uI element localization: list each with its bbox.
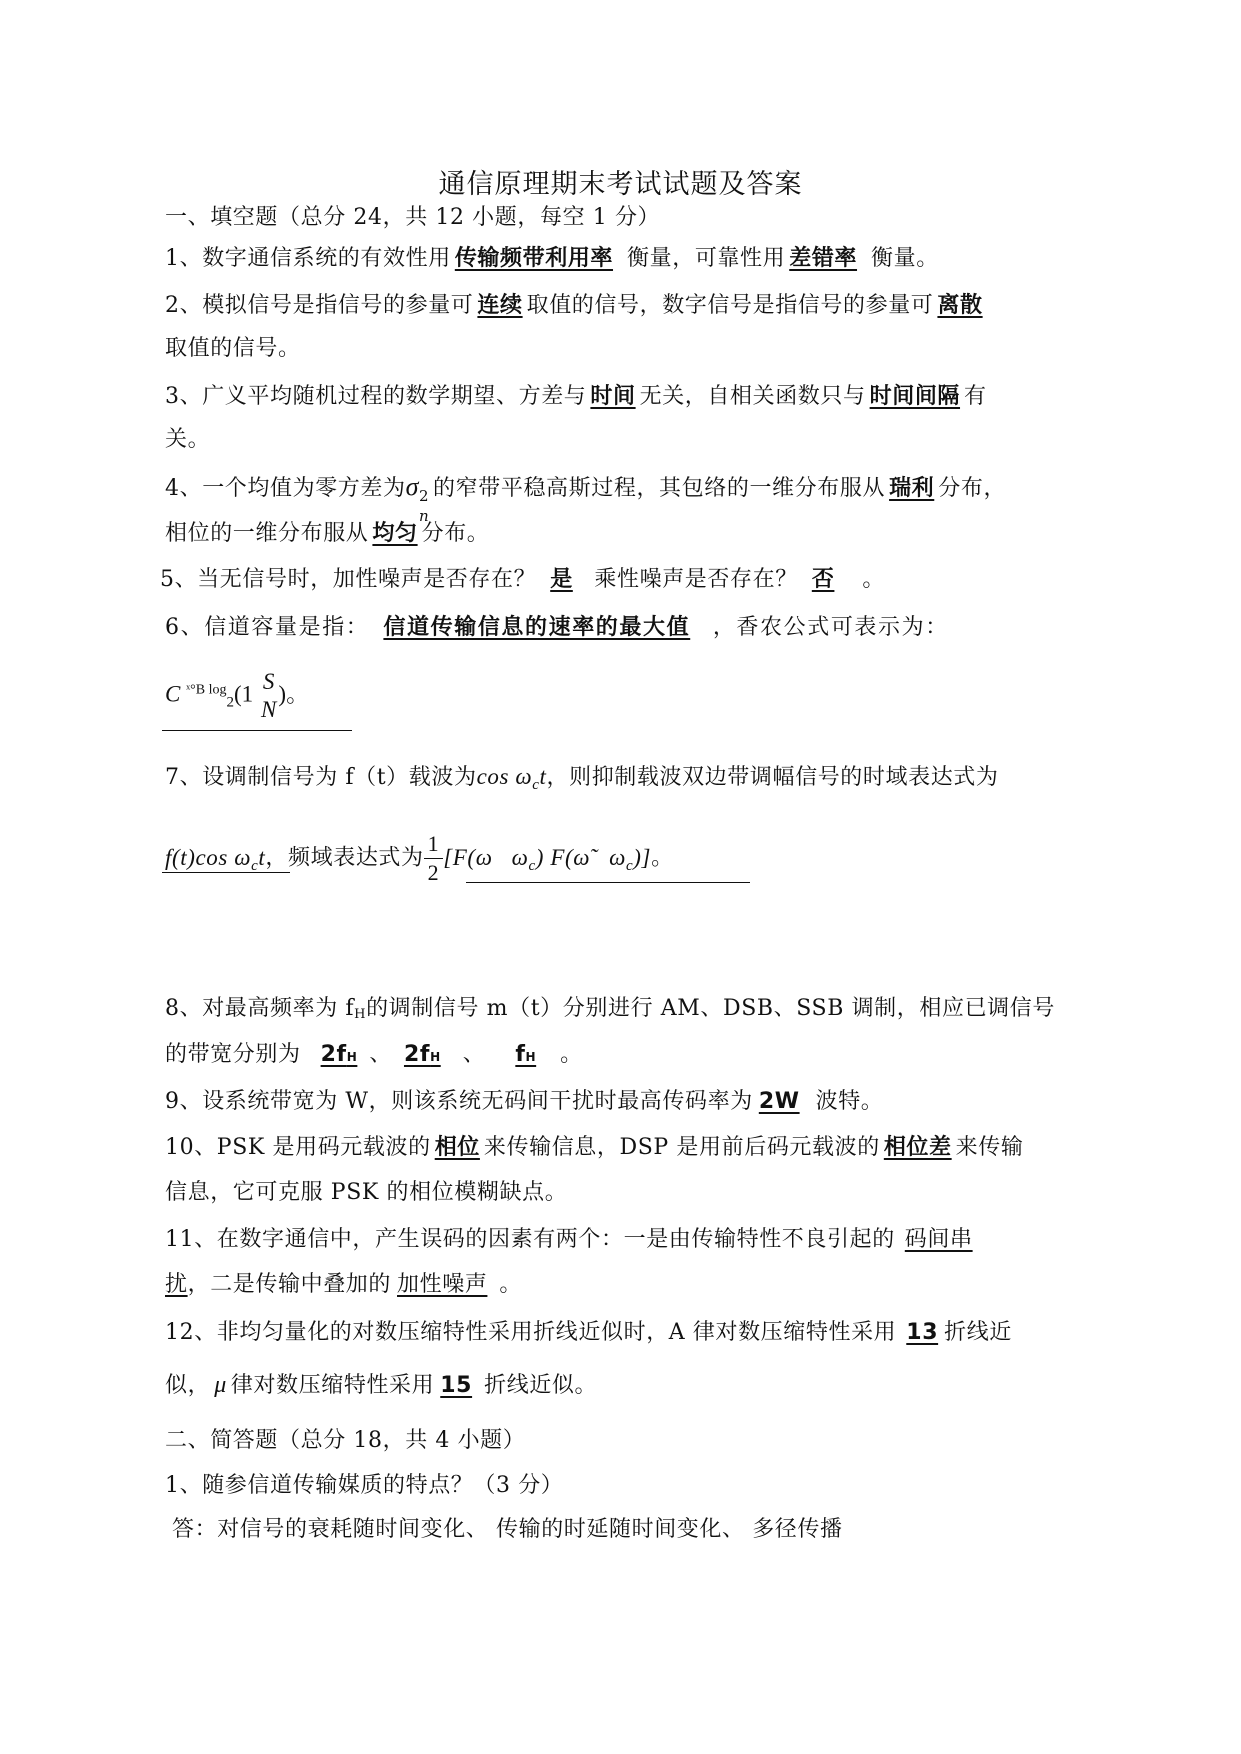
time-expr-underline: [162, 872, 290, 873]
freq-expr-underline: [466, 882, 750, 883]
section1-heading: 一、填空题（总分 24，共 12 小题，每空 1 分）: [165, 205, 661, 230]
document-title: 通信原理期末考试试题及答案: [438, 169, 803, 200]
short-answer-1: 答：对信号的衰耗随时间变化、 传输的时延随时间变化、 多径传播: [172, 1517, 843, 1542]
answer-2a: 连续: [477, 293, 523, 318]
answer-3b: 时间间隔: [869, 384, 961, 409]
answer-10a: 相位: [434, 1135, 480, 1160]
question-8: 8、对最高频率为 fH的调制信号 m（t）分别进行 AM、DSB、SSB 调制，相应已调信号: [165, 996, 1055, 1022]
answer-9: 2W: [758, 1089, 800, 1114]
question-11: 11、在数字通信中，产生误码的因素有两个：一是由传输特性不良引起的 码间串: [165, 1227, 973, 1252]
question-9: 9、设系统带宽为 W，则该系统无码间干扰时最高传码率为 2W 波特。: [165, 1089, 884, 1114]
answer-1b: 差错率: [789, 246, 858, 271]
answer-4a: 瑞利: [889, 476, 935, 501]
answer-11b: 加性噪声: [397, 1272, 488, 1297]
answer-8a: 2fH: [320, 1042, 358, 1067]
question-8-cont: 的带宽分别为 2fH 、 2fH 、 fH 。: [165, 1042, 583, 1067]
question-1: 1、数字通信系统的有效性用 传输频带利用率 衡量，可靠性用 差错率 衡量。: [165, 246, 939, 271]
answer-8c: fH: [515, 1042, 537, 1067]
answer-3a: 时间: [590, 384, 636, 409]
question-12: 12、非均匀量化的对数压缩特性采用折线近似时，A 律对数压缩特性采用 13 折线近: [165, 1320, 1012, 1345]
sigma-symbol: σ: [405, 472, 420, 501]
answer-1a: 传输频带利用率: [454, 246, 614, 271]
answer-5b: 否: [811, 567, 835, 592]
answer-4b: 均匀: [372, 521, 418, 546]
question-3-cont: 关。: [165, 427, 211, 452]
question-2-cont: 取值的信号。: [165, 336, 301, 361]
answer-8b: 2fH: [403, 1042, 441, 1067]
question-12-cont: 似， μ 律对数压缩特性采用 15 折线近似。: [165, 1372, 598, 1398]
question-10-cont: 信息，它可克服 PSK 的相位模糊缺点。: [165, 1180, 568, 1205]
question-11-cont: 扰，二是传输中叠加的 加性噪声 。: [165, 1272, 523, 1297]
question-10: 10、PSK 是用码元载波的 相位 来传输信息，DSP 是用前后码元载波的 相位差 来传输: [165, 1135, 1024, 1160]
shannon-formula: C $^{ˣ^\circ B log}_2$(1 S N )。: [165, 669, 310, 722]
section2-heading: 二、简答题（总分 18，共 4 小题）: [165, 1428, 526, 1453]
question-6: 6、信道容量是指： 信道传输信息的速率的最大值 ，香农公式可表示为：: [165, 615, 949, 640]
answer-12a: 13: [906, 1320, 939, 1345]
answer-5a: 是: [550, 567, 573, 592]
question-4-cont: 相位的一维分布服从 均匀 分布。: [165, 521, 490, 546]
answer-10b: 相位差: [883, 1135, 952, 1160]
question-2: 2、模拟信号是指信号的参量可 连续 取值的信号，数字信号是指信号的参量可 离散: [165, 291, 987, 321]
answer-11a: 码间串: [904, 1227, 973, 1252]
answer-6a: 信道传输信息的速率的最大值: [383, 615, 691, 640]
question-7-cont: f(t)cos $\omega_ct$，频域表达式为 $\frac{1}{2}$ [F(ω $\omega_c$) F(ω̃ $\omega_c$)]。: [165, 831, 674, 885]
answer-12b: 15: [440, 1373, 473, 1398]
question-4: 4、一个均值为零方差为σ 2 n 的窄带平稳高斯过程，其包络的一维分布服从 瑞利 分布，: [165, 472, 1007, 525]
question-7: 7、设调制信号为 f（t）载波为$\cos \omega_ct$，则抑制载波双边带调幅信号的时域表达式为: [165, 764, 999, 793]
question-3: 3、广义平均随机过程的数学期望、方差与 时间 无关，自相关函数只与 时间间隔 有: [165, 384, 987, 409]
answer-2b: 离散: [937, 293, 983, 318]
question-5: 5、当无信号时，加性噪声是否存在？ 是 乘性噪声是否存在？ 否 。: [160, 567, 886, 592]
formula-underline: [162, 730, 352, 731]
short-question-1: 1、随参信道传输媒质的特点？（3 分）: [165, 1473, 564, 1498]
